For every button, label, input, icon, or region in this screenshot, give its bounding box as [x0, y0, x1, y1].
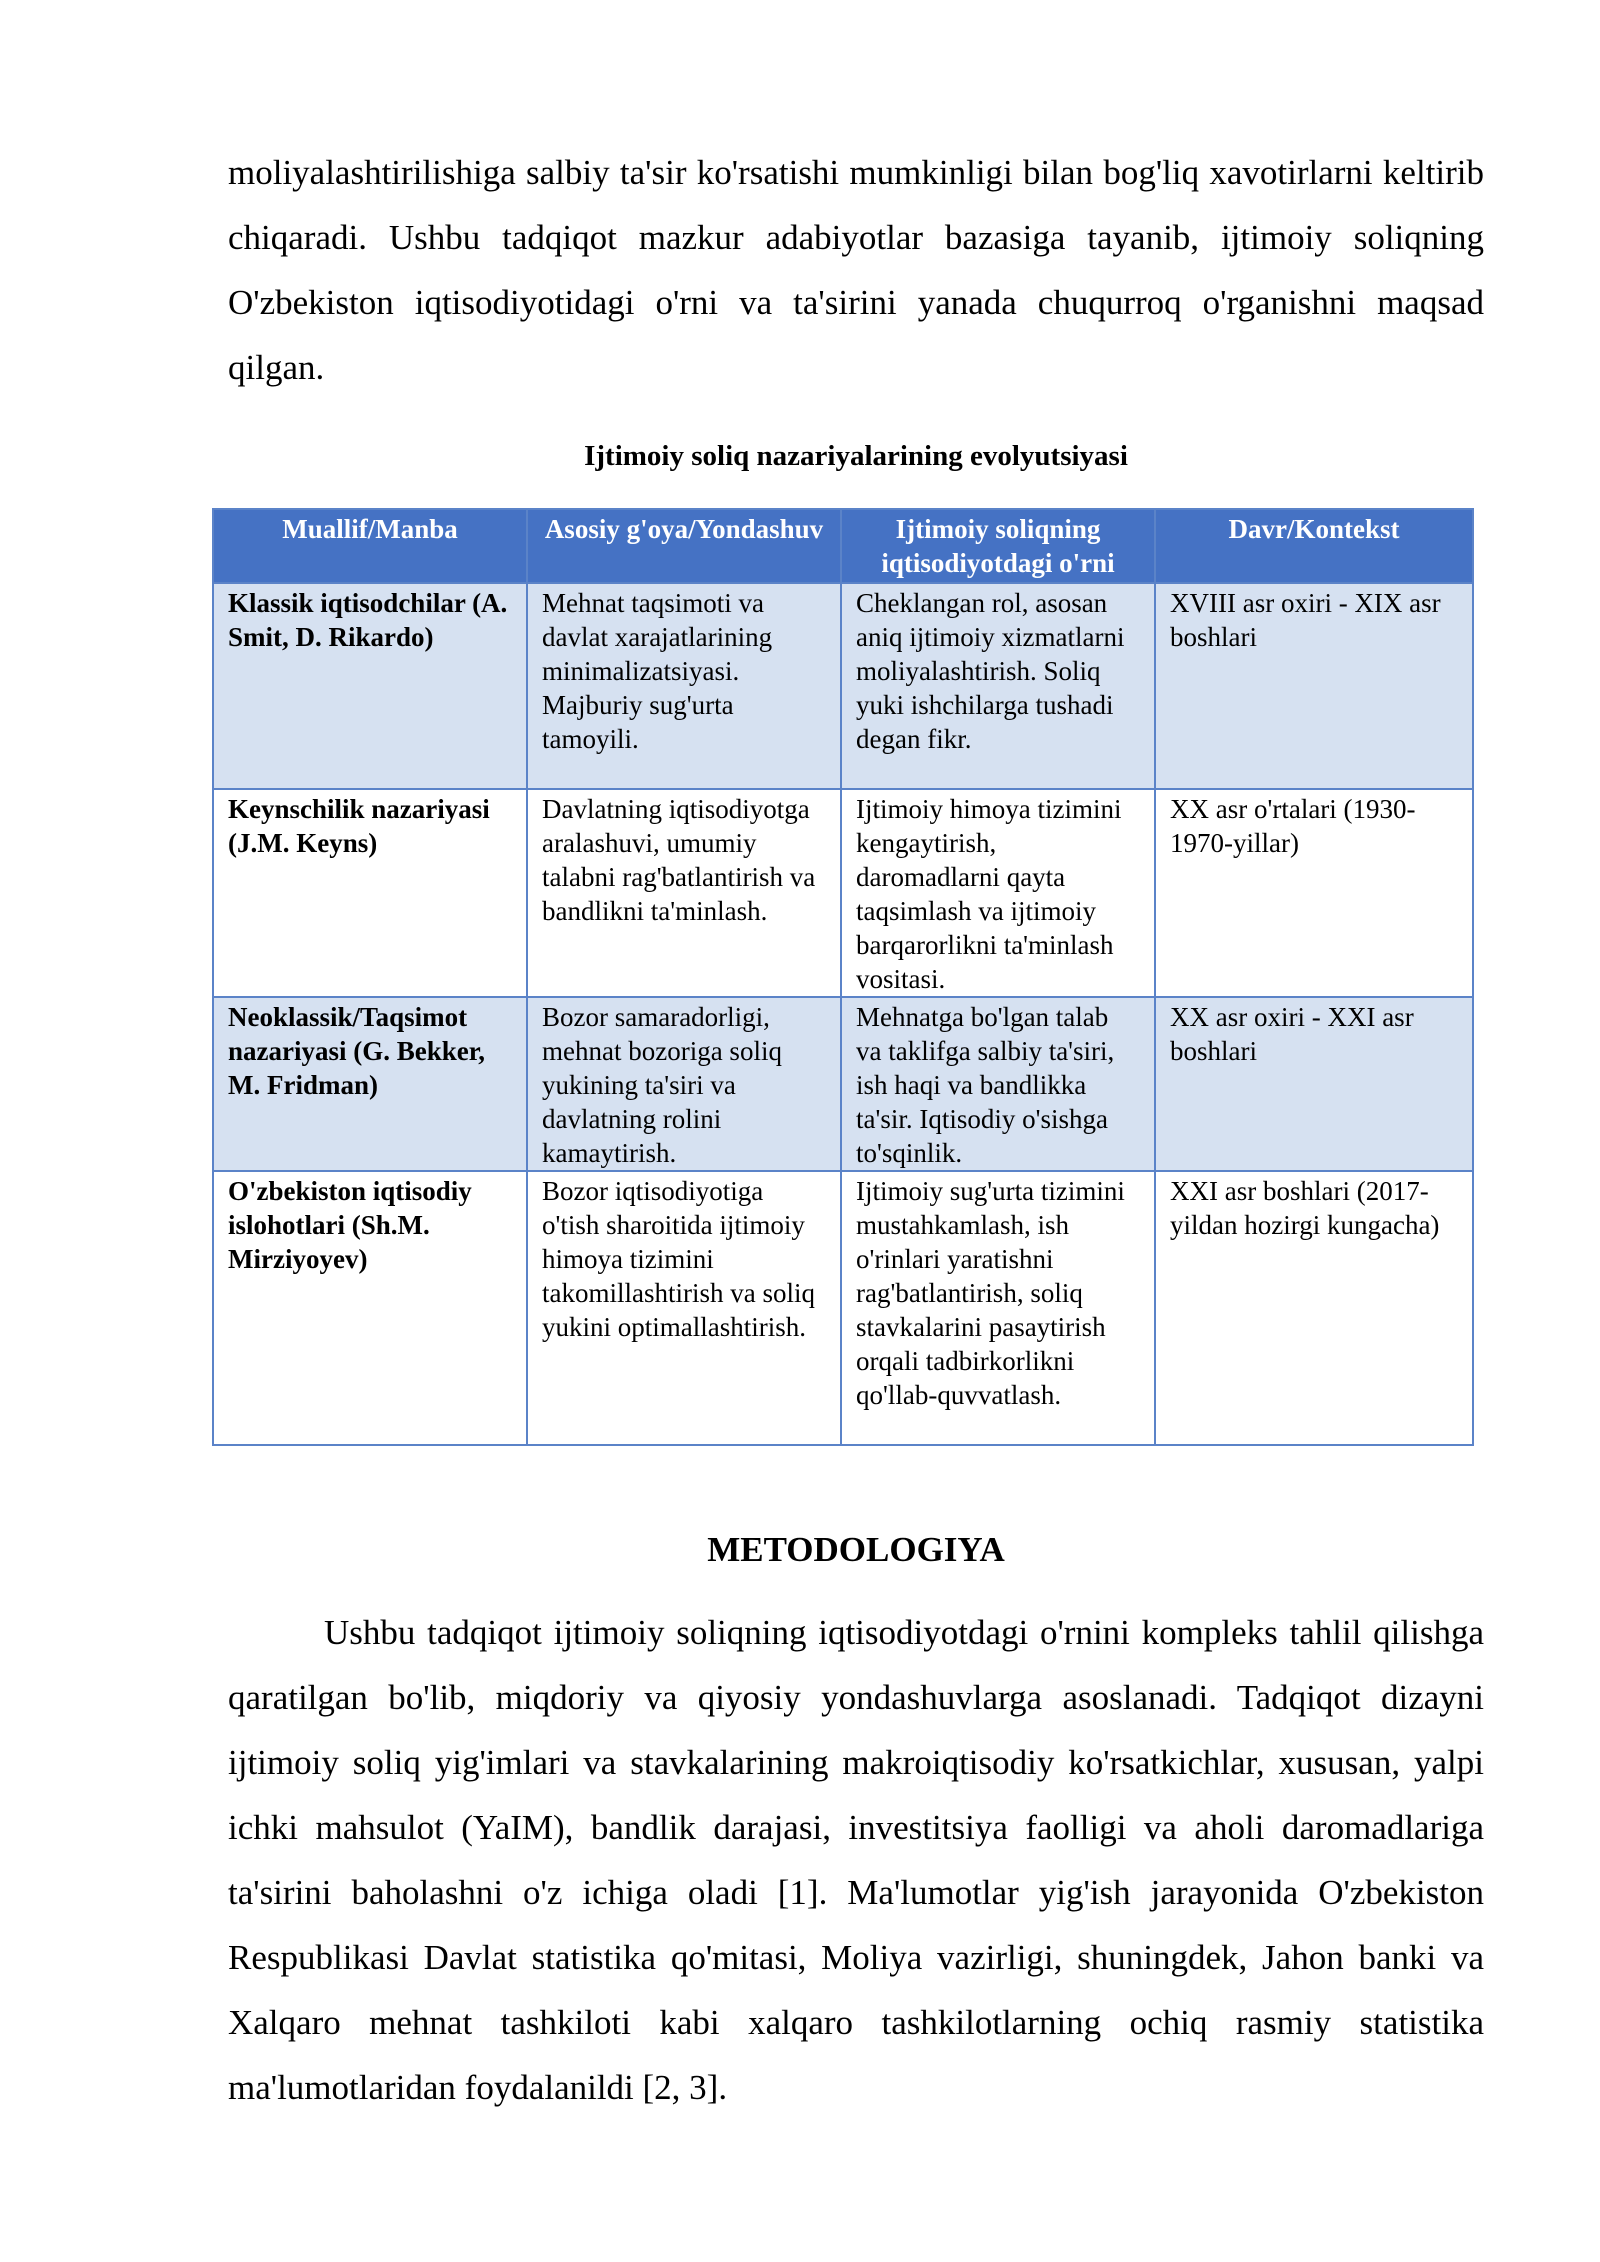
table-row	[213, 997, 1473, 1171]
section-heading: METODOLOGIYA	[707, 1530, 1005, 1569]
table-caption: Ijtimoiy soliq nazariyalarining evolyutsiyasi	[584, 440, 1128, 472]
header-role: Ijtimoiy soliqning iqtisodiyotdagi o'rni	[841, 509, 1155, 583]
table-row	[213, 583, 1473, 789]
cell-author: Keynschilik nazariyasi (J.M. Keyns)	[213, 789, 527, 997]
cell-author: Klassik iqtisodchilar (A. Smit, D. Rikardo)	[213, 583, 527, 789]
cell-main-idea: Mehnat taqsimoti va davlat xarajatlarining minimalizatsiyasi. Majburiy sug'urta tamoyili.	[527, 583, 841, 789]
cell-period: XVIII asr oxiri - XIX asr boshlari	[1155, 583, 1473, 789]
theory-evolution-table	[212, 508, 1474, 1446]
table-row	[213, 789, 1473, 997]
cell-author: Neoklassik/Taqsimot nazariyasi (G. Bekker, M. Fridman)	[213, 997, 527, 1171]
cell-period: XXI asr boshlari (2017-yildan hozirgi kungacha)	[1155, 1171, 1473, 1445]
document-page	[228, 140, 1484, 2107]
cell-author: O'zbekiston iqtisodiy islohotlari (Sh.M. Mirziyoyev)	[213, 1171, 527, 1445]
methodology-paragraph: Ushbu tadqiqot ijtimoiy soliqning iqtisodiyotdagi o'rnini kompleks tahlil qilishga qaratilgan bo'lib, miqdoriy va qiyosiy yondashuvlarga asoslanadi. Tadqiqot dizayni ijtimoiy soliq yig'imlari va stavkalarining makroiqtisodiy ko'rsatkichlar, xususan, yalpi ichki mahsulot (YaIM), bandlik darajasi, investitsiya faolligi va aholi daromadlariga ta'sirini baholashni o'z ichiga oladi [1]. Ma'lumotlar yig'ish jarayonida O'zbekiston Respublikasi Davlat statistika qo'mitasi, Moliya vazirligi, shuningdek, Jahon banki va Xalqaro mehnat tashkiloti kabi xalqaro tashkilotlarning ochiq rasmiy statistika ma'lumotlaridan foydalanildi [2, 3].	[228, 1613, 1484, 2107]
cell-main-idea: Bozor samaradorligi, mehnat bozoriga soliq yukining ta'siri va davlatning rolini kamaytirish.	[527, 997, 841, 1171]
cell-period: XX asr o'rtalari (1930-1970-yillar)	[1155, 789, 1473, 997]
cell-main-idea: Davlatning iqtisodiyotga aralashuvi, umumiy talabni rag'batlantirish va bandlikni ta'minlash.	[527, 789, 841, 997]
methodology-section	[228, 1600, 1484, 2120]
cell-role: Mehnatga bo'lgan talab va taklifga salbiy ta'siri, ish haqi va bandlikka ta'sir. Iqtisodiy o'sishga to'sqinlik.	[841, 997, 1155, 1171]
header-author: Muallif/Manba	[213, 509, 527, 583]
cell-role: Cheklangan rol, asosan aniq ijtimoiy xizmatlarni moliyalashtirish. Soliq yuki ishchilarga tushadi degan fikr.	[841, 583, 1155, 789]
header-period: Davr/Kontekst	[1155, 509, 1473, 583]
header-main-idea: Asosiy g'oya/Yondashuv	[527, 509, 841, 583]
table-header-row	[213, 509, 1473, 583]
cell-main-idea: Bozor iqtisodiyotiga o'tish sharoitida ijtimoiy himoya tizimini takomillashtirish va soliq yukini optimallashtirish.	[527, 1171, 841, 1445]
cell-role: Ijtimoiy himoya tizimini kengaytirish, daromadlarni qayta taqsimlash va ijtimoiy barqarorlikni ta'minlash vositasi.	[841, 789, 1155, 997]
cell-period: XX asr oxiri - XXI asr boshlari	[1155, 997, 1473, 1171]
intro-paragraph: moliyalashtirilishiga salbiy ta'sir ko'rsatishi mumkinligi bilan bog'liq xavotirlarni keltirib chiqaradi. Ushbu tadqiqot mazkur adabiyotlar bazasiga tayanib, ijtimoiy soliqning O'zbekiston iqtisodiyotidagi o'rni va ta'sirini yanada chuqurroq o'rganishni maqsad qilgan.	[228, 153, 1484, 387]
table-row	[213, 1171, 1473, 1445]
cell-role: Ijtimoiy sug'urta tizimini mustahkamlash, ish o'rinlari yaratishni rag'batlantirish, soliq stavkalarini pasaytirish orqali tadbirkorlikni qo'llab-quvvatlash.	[841, 1171, 1155, 1445]
